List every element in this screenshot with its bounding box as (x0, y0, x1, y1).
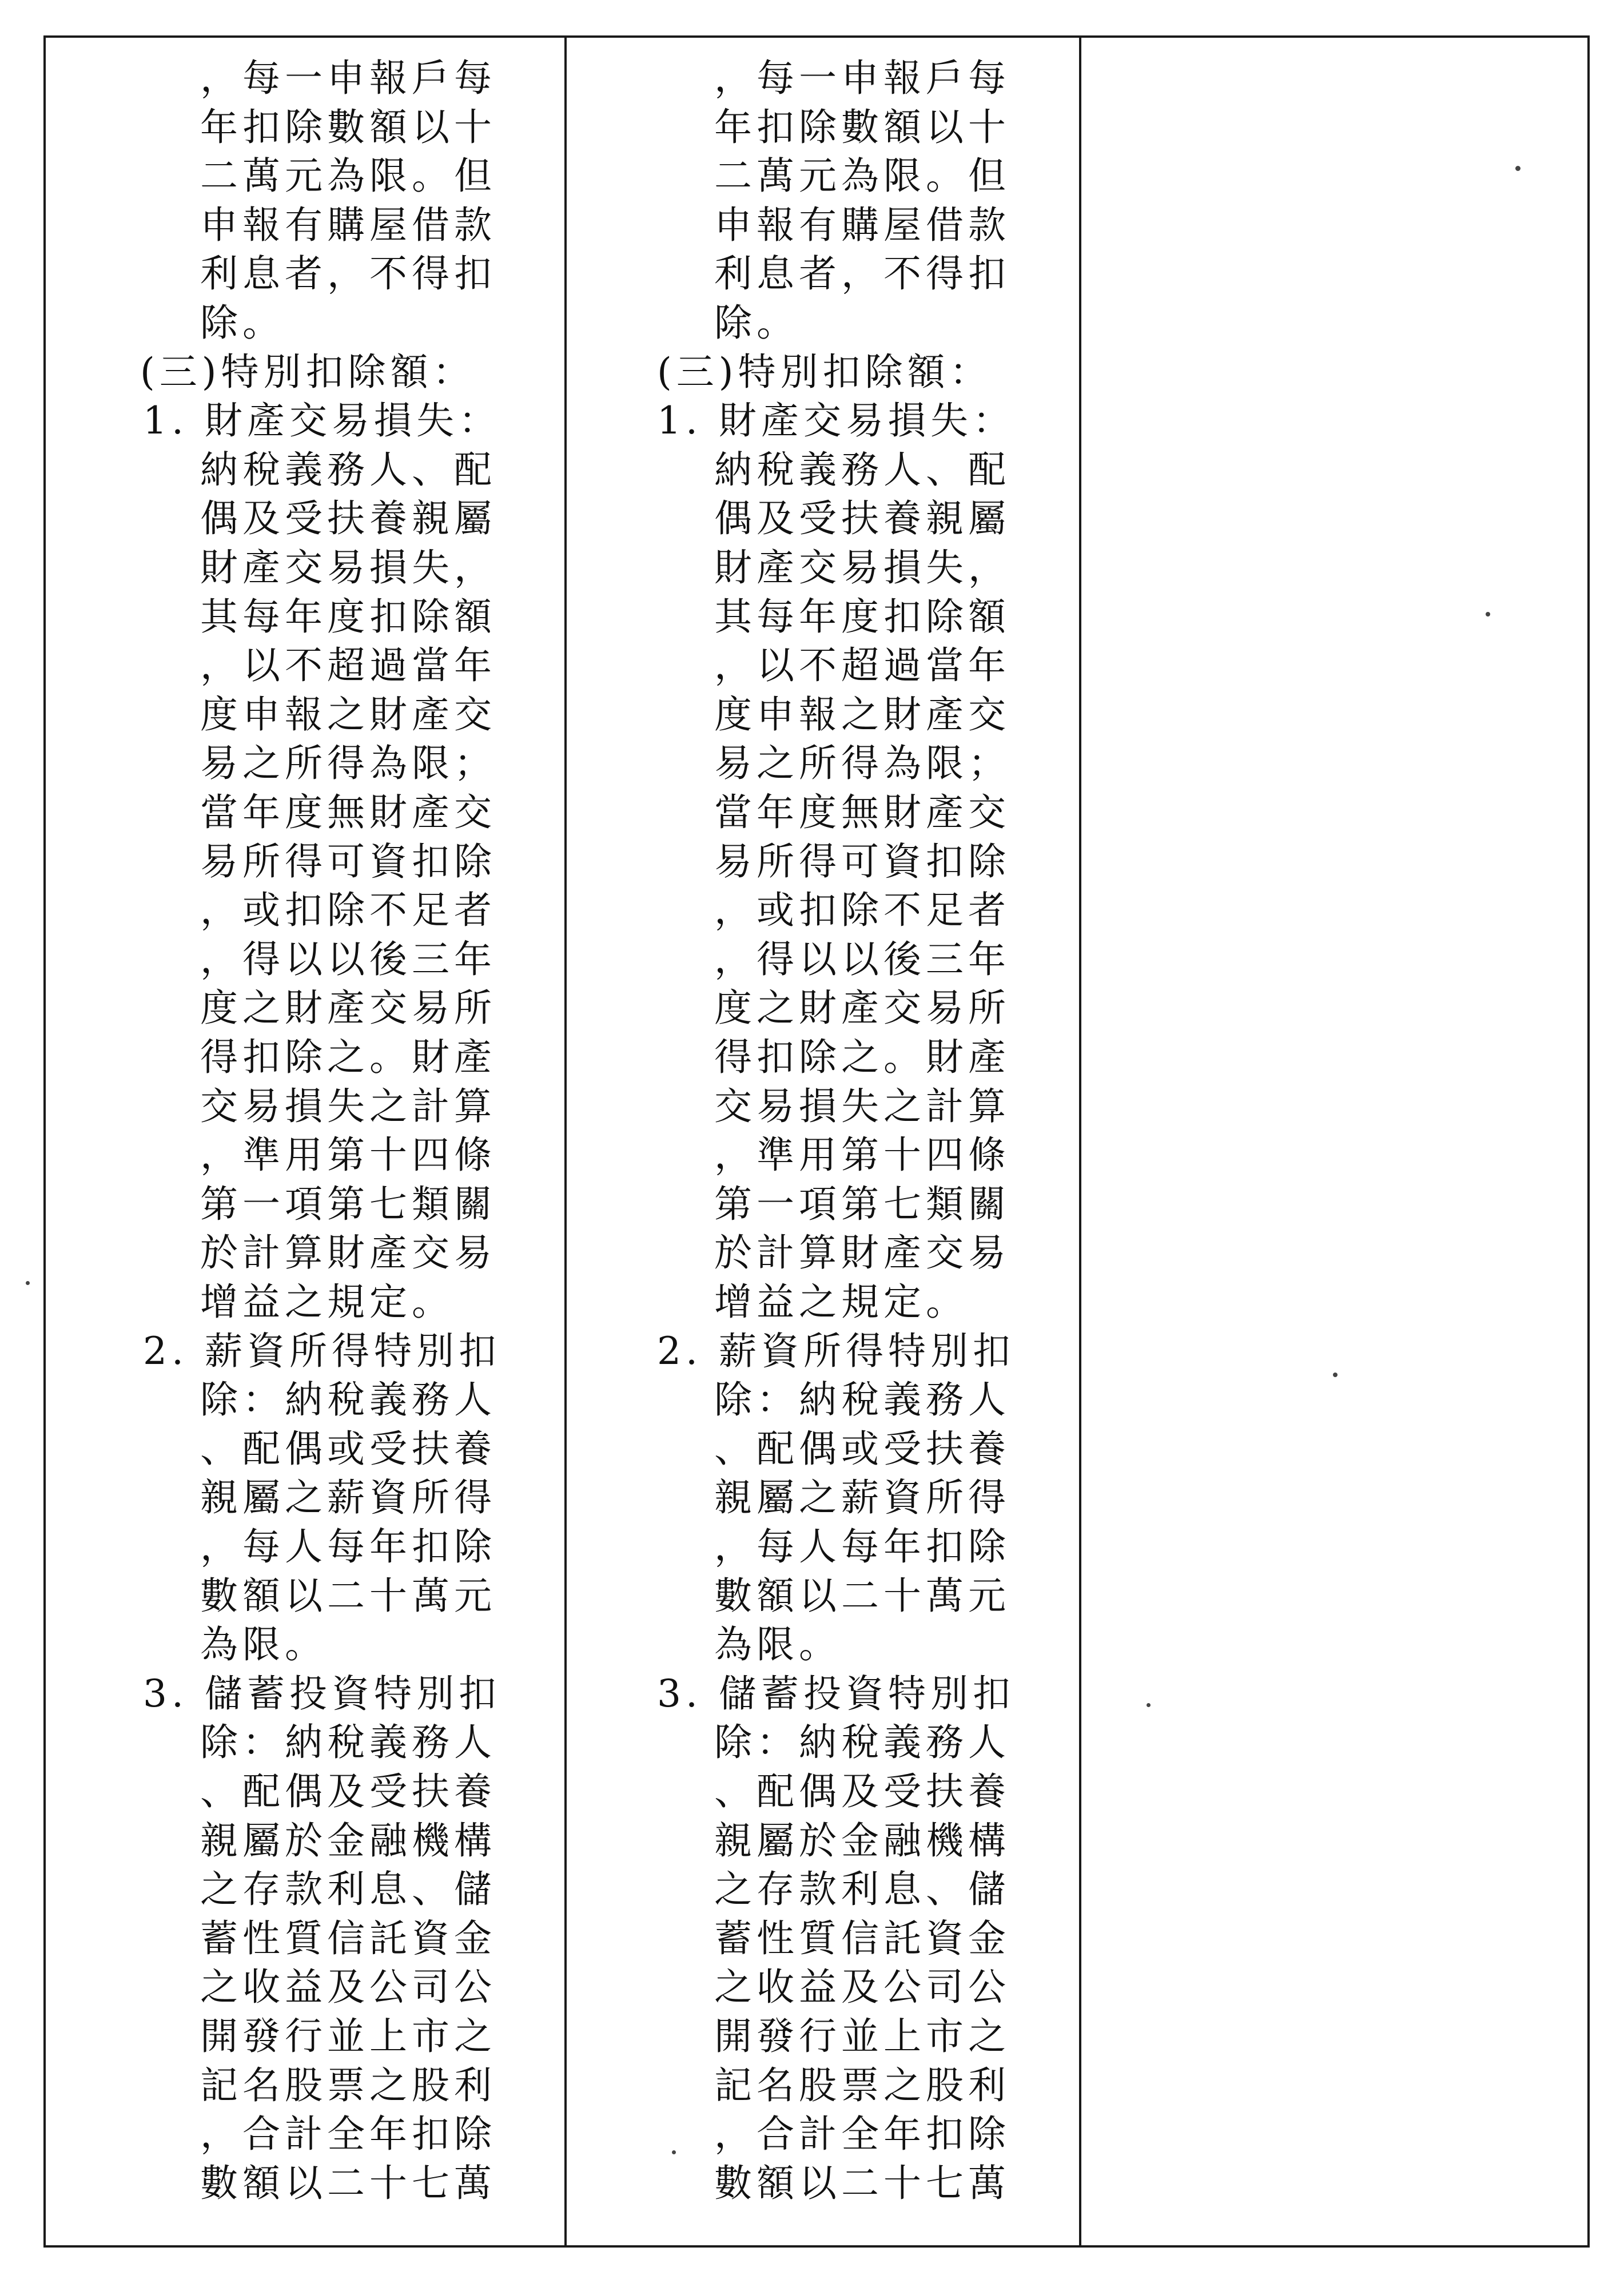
text-line: 開發行並上市之 (714, 2014, 1010, 2058)
text-line: ，或扣除不足者 (200, 888, 496, 933)
text-line: 為限。 (200, 1622, 327, 1667)
text-line: 數額以二十萬元 (200, 1573, 496, 1618)
list-item-heading: 1. 財產交易損失： (143, 399, 501, 443)
text-line: 其每年度扣除額 (200, 594, 496, 639)
text-line: 申報有購屋借款 (714, 202, 1010, 247)
scan-speck (26, 1281, 30, 1285)
text-line: 蓄性質信託資金 (200, 1916, 496, 1960)
list-item-heading: 3. 儲蓄投資特別扣 (657, 1671, 1015, 1716)
text-line: 蓄性質信託資金 (714, 1916, 1010, 1960)
text-line: 除：納稅義務人 (200, 1720, 496, 1765)
text-line: ，每人每年扣除 (714, 1525, 1010, 1569)
text-line: 當年度無財產交 (714, 790, 1010, 834)
text-line: 除：納稅義務人 (714, 1378, 1010, 1422)
text-line: ，得以以後三年 (200, 937, 496, 981)
text-line: 交易損失之計算 (200, 1084, 496, 1128)
text-line: ，準用第十四條 (714, 1133, 1010, 1178)
text-line: 增益之規定。 (200, 1280, 454, 1324)
text-line: ，得以以後三年 (714, 937, 1010, 981)
list-item-heading: 3. 儲蓄投資特別扣 (143, 1671, 501, 1716)
text-line: 之存款利息、儲 (200, 1867, 496, 1912)
scan-speck (672, 2150, 676, 2154)
text-line: ，以不超過當年 (200, 643, 496, 688)
text-line: 除。 (200, 301, 285, 345)
text-line: 易所得可資扣除 (714, 839, 1010, 884)
text-line: 數額以二十七萬 (200, 2161, 496, 2205)
text-line: 除：納稅義務人 (200, 1378, 496, 1422)
scan-speck (1147, 1703, 1151, 1707)
text-line: 親屬於金融機構 (714, 1818, 1010, 1863)
text-line: 第一項第七類關 (200, 1182, 496, 1226)
text-line: ，合計全年扣除 (714, 2112, 1010, 2157)
text-line: 、配偶及受扶養 (200, 1769, 496, 1813)
text-line: ，每一申報戶每 (714, 56, 1010, 100)
text-line: 二萬元為限。但 (714, 154, 1010, 198)
text-line: 偶及受扶養親屬 (200, 496, 496, 541)
text-line: ，每人每年扣除 (200, 1525, 496, 1569)
text-line: 利息者，不得扣 (200, 252, 496, 296)
text-line: 增益之規定。 (714, 1280, 968, 1324)
text-line: 於計算財產交易 (714, 1231, 1010, 1275)
text-line: 、配偶或受扶養 (200, 1426, 496, 1471)
text-line: 易所得可資扣除 (200, 839, 496, 884)
comparison-table (43, 35, 1590, 2248)
text-line: 度申報之財產交 (714, 692, 1010, 737)
text-line: 、配偶及受扶養 (714, 1769, 1010, 1813)
list-item-heading: 2. 薪資所得特別扣 (143, 1329, 501, 1373)
text-line: 財產交易損失， (200, 546, 496, 590)
text-line: 得扣除之。財產 (200, 1035, 496, 1079)
text-line: 財產交易損失， (714, 546, 1010, 590)
list-item-heading: 1. 財產交易損失： (657, 399, 1015, 443)
table-column-current-text (564, 38, 1081, 2245)
text-line: 得扣除之。財產 (714, 1035, 1010, 1079)
text-line: 納稅義務人、配 (714, 447, 1010, 492)
text-line: 為限。 (714, 1622, 841, 1667)
text-line: 除。 (714, 301, 799, 345)
scan-speck (1515, 166, 1520, 171)
text-line: 記名股票之股利 (200, 2063, 496, 2107)
text-line: 易之所得為限； (714, 741, 1010, 786)
text-line: 數額以二十萬元 (714, 1573, 1010, 1618)
text-line: 交易損失之計算 (714, 1084, 1010, 1128)
text-line: ，合計全年扣除 (200, 2112, 496, 2157)
text-line: 二萬元為限。但 (200, 154, 496, 198)
text-line: 之收益及公司公 (714, 1965, 1010, 2010)
text-line: 親屬之薪資所得 (714, 1475, 1010, 1520)
text-line: 年扣除數額以十 (200, 105, 496, 149)
text-line: 度之財產交易所 (200, 986, 496, 1031)
list-item-heading: 2. 薪資所得特別扣 (657, 1329, 1015, 1373)
text-line: 之收益及公司公 (200, 1965, 496, 2010)
table-column-amended-text (46, 38, 567, 2245)
text-line: 易之所得為限； (200, 741, 496, 786)
text-line: 於計算財產交易 (200, 1231, 496, 1275)
section-heading: (三)特別扣除額： (657, 349, 992, 394)
text-line: 利息者，不得扣 (714, 252, 1010, 296)
text-line: 除：納稅義務人 (714, 1720, 1010, 1765)
text-line: 度申報之財產交 (200, 692, 496, 737)
text-line: 年扣除數額以十 (714, 105, 1010, 149)
text-line: 開發行並上市之 (200, 2014, 496, 2058)
text-line: ，準用第十四條 (200, 1133, 496, 1178)
text-line: 偶及受扶養親屬 (714, 496, 1010, 541)
text-line: 第一項第七類關 (714, 1182, 1010, 1226)
text-line: 納稅義務人、配 (200, 447, 496, 492)
text-line: 數額以二十七萬 (714, 2161, 1010, 2205)
section-heading: (三)特別扣除額： (140, 349, 475, 394)
text-line: 當年度無財產交 (200, 790, 496, 834)
text-line: 記名股票之股利 (714, 2063, 1010, 2107)
scan-speck (1486, 612, 1490, 616)
text-line: ，每一申報戶每 (200, 56, 496, 100)
text-line: 申報有購屋借款 (200, 202, 496, 247)
text-line: ，或扣除不足者 (714, 888, 1010, 933)
text-line: 其每年度扣除額 (714, 594, 1010, 639)
text-line: 親屬於金融機構 (200, 1818, 496, 1863)
text-line: 度之財產交易所 (714, 986, 1010, 1031)
text-line: 之存款利息、儲 (714, 1867, 1010, 1912)
text-line: 親屬之薪資所得 (200, 1475, 496, 1520)
text-line: 、配偶或受扶養 (714, 1426, 1010, 1471)
scan-speck (1333, 1373, 1338, 1377)
text-line: ，以不超過當年 (714, 643, 1010, 688)
table-column-explanation (1079, 38, 1587, 2245)
